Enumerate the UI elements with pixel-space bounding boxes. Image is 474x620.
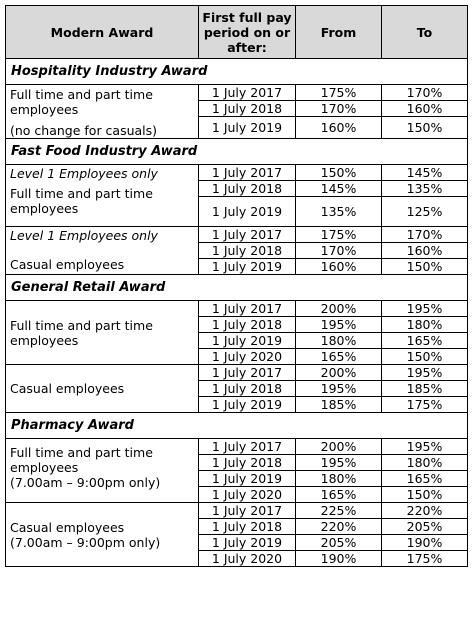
from-cell: 225% [296, 503, 382, 519]
header-from: From [296, 6, 382, 59]
table-row [6, 85, 468, 101]
to-cell: 165% [382, 471, 468, 487]
employee-group-retail-casual [6, 365, 199, 413]
to-cell: 185% [382, 381, 468, 397]
from-cell: 205% [296, 535, 382, 551]
employee-level-note: Level 1 Employees only [10, 166, 158, 181]
from-cell: 170% [296, 243, 382, 259]
date-cell: 1 July 2018 [199, 455, 296, 471]
from-cell: 165% [296, 349, 382, 365]
table-row [6, 301, 468, 317]
section-title-pharmacy: Pharmacy Award [6, 413, 468, 439]
date-cell: 1 July 2019 [199, 333, 296, 349]
from-cell: 175% [296, 85, 382, 101]
from-cell: 220% [296, 519, 382, 535]
to-cell: 150% [382, 349, 468, 365]
employee-group-hospitality-full-part-time [6, 85, 199, 139]
date-cell: 1 July 2020 [199, 487, 296, 503]
header-to: To [382, 6, 468, 59]
table-row [6, 503, 468, 519]
to-cell: 160% [382, 101, 468, 117]
employee-hours-note: (7.00am – 9:00pm only) [10, 475, 161, 490]
to-cell: 165% [382, 333, 468, 349]
to-cell: 175% [382, 397, 468, 413]
date-cell: 1 July 2018 [199, 519, 296, 535]
to-cell: 195% [382, 301, 468, 317]
to-cell: 145% [382, 165, 468, 181]
table-row [6, 227, 468, 243]
date-cell: 1 July 2019 [199, 471, 296, 487]
to-cell: 175% [382, 551, 468, 567]
employee-label: Full time and part time employees [10, 87, 153, 117]
from-cell: 185% [296, 397, 382, 413]
from-cell: 200% [296, 301, 382, 317]
employee-group-fast-food-casual [6, 227, 199, 275]
employee-group-pharmacy-casual [6, 503, 199, 567]
date-cell: 1 July 2018 [199, 181, 296, 197]
employee-label: Casual employees [10, 519, 125, 535]
from-cell: 195% [296, 317, 382, 333]
from-cell: 160% [296, 117, 382, 139]
date-cell: 1 July 2018 [199, 243, 296, 259]
employee-label: Full time and part time employees [10, 186, 153, 216]
from-cell: 195% [296, 455, 382, 471]
to-cell: 180% [382, 455, 468, 471]
date-cell: 1 July 2017 [199, 85, 296, 101]
date-cell: 1 July 2019 [199, 259, 296, 275]
from-cell: 165% [296, 487, 382, 503]
employee-label: Casual employees [10, 257, 125, 272]
from-cell: 150% [296, 165, 382, 181]
to-cell: 125% [382, 197, 468, 227]
date-cell: 1 July 2017 [199, 227, 296, 243]
to-cell: 135% [382, 181, 468, 197]
to-cell: 150% [382, 487, 468, 503]
to-cell: 180% [382, 317, 468, 333]
to-cell: 150% [382, 259, 468, 275]
header-row [6, 6, 468, 59]
from-cell: 145% [296, 181, 382, 197]
date-cell: 1 July 2019 [199, 117, 296, 139]
from-cell: 200% [296, 365, 382, 381]
to-cell: 170% [382, 227, 468, 243]
to-cell: 220% [382, 503, 468, 519]
section-title-hospitality: Hospitality Industry Award [6, 59, 468, 85]
employee-group-pharmacy-full-part-time [6, 439, 199, 503]
section-title-general-retail: General Retail Award [6, 275, 468, 301]
to-cell: 160% [382, 243, 468, 259]
to-cell: 190% [382, 535, 468, 551]
date-cell: 1 July 2017 [199, 365, 296, 381]
date-cell: 1 July 2019 [199, 397, 296, 413]
employee-level-note: Level 1 Employees only [10, 228, 158, 243]
date-cell: 1 July 2017 [199, 439, 296, 455]
table-row [6, 439, 468, 455]
from-cell: 200% [296, 439, 382, 455]
from-cell: 180% [296, 333, 382, 349]
date-cell: 1 July 2019 [199, 535, 296, 551]
employee-label: Full time and part time employees [10, 317, 153, 348]
employee-group-fast-food-full-part-time [6, 165, 199, 227]
date-cell: 1 July 2018 [199, 381, 296, 397]
to-cell: 195% [382, 439, 468, 455]
to-cell: 150% [382, 117, 468, 139]
date-cell: 1 July 2017 [199, 503, 296, 519]
employee-group-retail-full-part-time [6, 301, 199, 365]
penalty-rates-table [5, 5, 468, 567]
to-cell: 170% [382, 85, 468, 101]
employee-label: Casual employees [10, 381, 125, 396]
date-cell: 1 July 2018 [199, 317, 296, 333]
date-cell: 1 July 2017 [199, 301, 296, 317]
table-row [6, 165, 468, 181]
from-cell: 135% [296, 197, 382, 227]
date-cell: 1 July 2017 [199, 165, 296, 181]
date-cell: 1 July 2020 [199, 551, 296, 567]
employee-hours-note: (7.00am – 9:00pm only) [10, 534, 161, 550]
to-cell: 195% [382, 365, 468, 381]
date-cell: 1 July 2018 [199, 101, 296, 117]
to-cell: 205% [382, 519, 468, 535]
from-cell: 170% [296, 101, 382, 117]
date-cell: 1 July 2019 [199, 197, 296, 227]
employee-note: (no change for casuals) [10, 123, 158, 138]
header-pay-period: First full pay period on or after: [199, 6, 296, 59]
header-modern-award: Modern Award [6, 6, 199, 59]
from-cell: 160% [296, 259, 382, 275]
from-cell: 195% [296, 381, 382, 397]
from-cell: 190% [296, 551, 382, 567]
from-cell: 175% [296, 227, 382, 243]
section-title-fast-food: Fast Food Industry Award [6, 139, 468, 165]
date-cell: 1 July 2020 [199, 349, 296, 365]
employee-label: Full time and part time employees [10, 445, 153, 475]
table-row [6, 365, 468, 381]
from-cell: 180% [296, 471, 382, 487]
